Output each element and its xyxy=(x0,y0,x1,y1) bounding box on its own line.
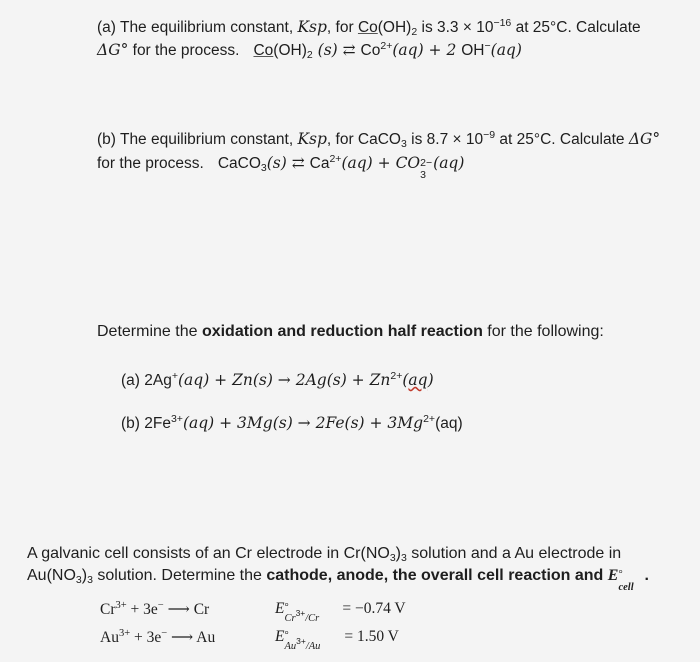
au-reduction-reaction: $Au^{3+} + 3e^-$ ⟶ Au xyxy=(100,628,216,646)
cr-standard-potential: E ° $Cr^{3+}/Cr$ = −0.74 V xyxy=(275,600,406,624)
delta-g-symbol: ΔG° xyxy=(628,130,661,148)
half-reaction-prompt: Determine the oxidation and reduction half reaction for the following: xyxy=(97,323,604,340)
au-standard-potential: E ° $Au^{3+}/Au$ = 1.50 V xyxy=(275,628,399,652)
delta-g-symbol: ΔG° xyxy=(97,41,129,59)
question-a-line-2: ΔG° for the process. $Co(OH)_2$ (s) ⇄ $Co^{2+}(aq) + 2$ OH−(aq) xyxy=(97,40,522,61)
question-b-line-1: (b) The equilibrium constant, Ksp, for CaCO$_3$ is $8.7 \times 10^{-9}$ at 25°C. Calculate ΔG° xyxy=(97,129,661,150)
cobalt-formula: Co xyxy=(357,19,378,36)
cr-reduction-reaction: $Cr^{3+} + 3e^-$ ⟶ Cr xyxy=(100,600,210,618)
half-reaction-b: (b) $2Fe^{3+}(aq) + 3Mg(s) \to 2Fe(s) + 3Mg^{2+}(aq)$ xyxy=(121,413,463,432)
ksp-symbol: Ksp xyxy=(297,130,327,148)
galvanic-line-2: $Au(NO_3)_3$ solution. Determine the cathode, anode, the overall cell reaction and E ° cell . xyxy=(27,567,649,593)
ksp-symbol: Ksp xyxy=(297,18,327,36)
ecell-symbol: E xyxy=(607,567,619,584)
half-reaction-a: (a) $2Ag^+(aq) + Zn(s) \to 2Ag(s) + Zn^{2+}(aq)$ xyxy=(121,370,434,389)
question-a-line-1: (a) The equilibrium constant, Ksp, for $Co(OH)_2$ is $3.3 \times 10^{-16}$ at 25°C. Calculate xyxy=(97,17,641,38)
galvanic-line-1: A galvanic cell consists of an Cr electrode in $Cr(NO_3)_3$ solution and a Au electrode in xyxy=(27,545,622,564)
question-b-line-2: for the process. CaCO$_3$(s) ⇄ $Ca^{2+}(aq)$ + CO 2− 3 (aq) xyxy=(97,153,465,181)
